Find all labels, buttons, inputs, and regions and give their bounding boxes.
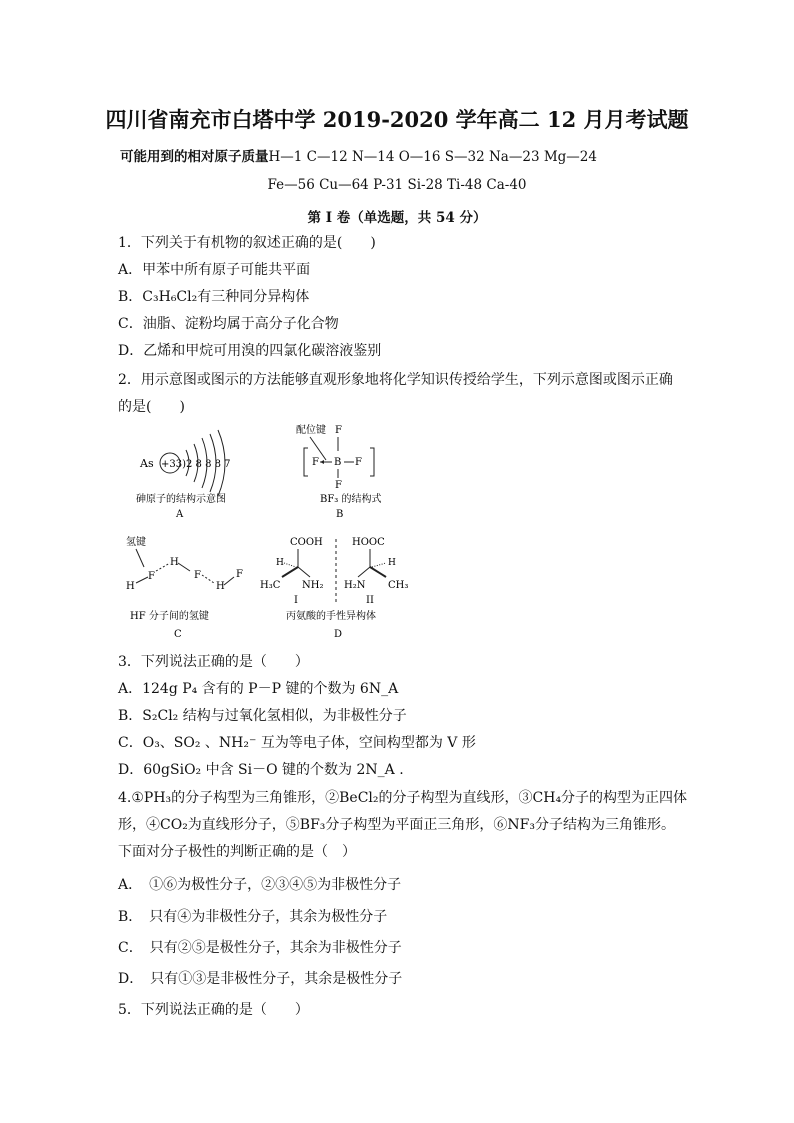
q4-option-d: D． 只有①③是非极性分子，其余是极性分子 [118, 971, 403, 987]
fig-c-h3: H [216, 581, 225, 592]
fig-d-h-left: H [276, 558, 284, 568]
atomic-masses-line-2: Fe—56 Cu—64 P-31 Si-28 Ti-48 Ca-40 [267, 177, 527, 193]
fig-d-h2n: H₂N [344, 580, 366, 591]
atomic-masses-line-1 [120, 145, 597, 165]
fig-d-hash-right [372, 563, 386, 567]
atomic-masses-values: H—1 C—12 N—14 O—16 S—32 Na—23 Mg—24 [268, 149, 597, 165]
figure-a-arsenic-structure [130, 422, 270, 520]
fig-c-hbond-1 [156, 563, 170, 571]
fig-b-f-bottom: F [335, 480, 342, 491]
fig-c-bond-1 [136, 577, 148, 583]
fig-d-h3c: H₃C [260, 580, 281, 591]
fig-d-hooc: HOOC [352, 537, 385, 548]
figure-b-bf3-structure [290, 420, 400, 520]
q3-option-a: A．124g P₄ 含有的 P－P 键的个数为 6N_A [118, 681, 399, 697]
atomic-masses-label: 可能用到的相对原子质量 [120, 149, 269, 165]
q4-stem-line-1: 4.①PH₃的分子构型为三角锥形，②BeCl₂的分子构型为直线形，③CH₄分子的构型为正四体 [118, 790, 688, 806]
fig-b-arrowhead [320, 460, 324, 464]
fig-d-ch3: CH₃ [388, 580, 409, 591]
q1-option-c: C．油脂、淀粉均属于高分子化合物 [118, 316, 339, 332]
q5-stem: 5．下列说法正确的是（ ） [118, 1002, 309, 1018]
fig-b-f-top: F [335, 425, 342, 436]
fig-c-h1: H [170, 557, 179, 568]
fig-c-f3: F [236, 569, 243, 580]
fig-b-letter: B [336, 509, 344, 520]
fig-d-label-i: I [294, 595, 298, 606]
fig-b-boron: B [334, 457, 342, 468]
fig-d-caption: 丙氨酸的手性异构体 [286, 611, 376, 622]
fig-b-f-right: F [355, 457, 362, 468]
fig-b-bracket-left [304, 448, 308, 476]
q4-option-b: B． 只有④为非极性分子，其余为极性分子 [118, 909, 388, 925]
fig-a-shells-text: +33)2 8 8 8 7 [161, 459, 231, 470]
fig-d-letter: D [334, 629, 343, 640]
q4-stem-line-2: 形，④CO₂为直线形分子，⑤BF₃分子构型为平面正三角形，⑥NF₃分子结构为三角锥形。 [118, 817, 675, 833]
fig-c-f2: F [194, 570, 201, 581]
q3-option-c: C．O₃、SO₂ 、NH₂⁻ 互为等电子体，空间构型都为 V 形 [118, 735, 476, 751]
fig-c-hbond-label: 氢键 [126, 537, 146, 548]
q1-option-a: A．甲苯中所有原子可能共平面 [118, 262, 311, 278]
fig-b-caption: BF₃ 的结构式 [320, 494, 382, 505]
fig-d-nh2: NH₂ [302, 580, 324, 591]
fig-b-coordinate-bond-label: 配位键 [296, 425, 326, 436]
q4-option-a: A． ①⑥为极性分子，②③④⑤为非极性分子 [118, 877, 402, 893]
fig-d-bond-nh2 [298, 567, 310, 577]
fig-a-caption: 砷原子的结构示意图 [136, 494, 226, 505]
fig-d-bond-h2n [358, 567, 370, 577]
q2-stem-line-2: 的是( ) [118, 399, 185, 415]
figure-c-hf-hydrogen-bond [122, 533, 262, 643]
fig-b-bracket-right [370, 448, 374, 476]
section-heading: 第 I 卷（单选题，共 54 分） [307, 210, 487, 226]
q3-option-d: D．60gSiO₂ 中含 Si－O 键的个数为 2N_A . [118, 762, 404, 778]
page-title: 四川省南充市白塔中学 2019-2020 学年高二 12 月月考试题 [105, 107, 689, 132]
q1-option-d: D．乙烯和甲烷可用溴的四氯化碳溶液鉴别 [118, 343, 382, 359]
fig-c-caption: HF 分子间的氢键 [130, 611, 209, 622]
q1-option-b: B．C₃H₆Cl₂有三种同分异构体 [118, 289, 310, 305]
q2-stem-line-1: 2．用示意图或图示的方法能够直观形象地将化学知识传授给学生，下列示意图或图示正确 [118, 372, 673, 388]
fig-d-cooh: COOH [290, 537, 323, 548]
fig-d-wedge-right [370, 567, 386, 577]
q4-stem-line-3: 下面对分子极性的判断正确的是（ ） [118, 844, 356, 860]
fig-c-f1: F [148, 571, 155, 582]
q3-stem: 3．下列说法正确的是（ ） [118, 654, 309, 670]
figure-d-alanine-isomers [256, 533, 426, 643]
fig-c-bond-3 [224, 577, 234, 585]
fig-c-letter: C [174, 629, 182, 640]
fig-c-hbond-2 [202, 575, 214, 583]
fig-c-label-arrow [136, 549, 144, 567]
fig-c-h2: H [126, 581, 135, 592]
fig-a-letter: A [176, 509, 184, 520]
fig-d-label-ii: II [366, 595, 374, 606]
q4-option-c: C． 只有②⑤是极性分子，其余为非极性分子 [118, 940, 402, 956]
fig-a-atom-symbol: As [140, 457, 154, 470]
q3-option-b: B．S₂Cl₂ 结构与过氧化氢相似，为非极性分子 [118, 708, 407, 724]
fig-b-f-left: F [312, 457, 319, 468]
fig-d-hash-left [284, 563, 296, 567]
fig-c-bond-2 [178, 563, 190, 571]
fig-d-h-right: H [388, 558, 396, 568]
q1-stem: 1．下列关于有机物的叙述正确的是( ) [118, 235, 376, 251]
fig-d-wedge-left [282, 567, 298, 577]
